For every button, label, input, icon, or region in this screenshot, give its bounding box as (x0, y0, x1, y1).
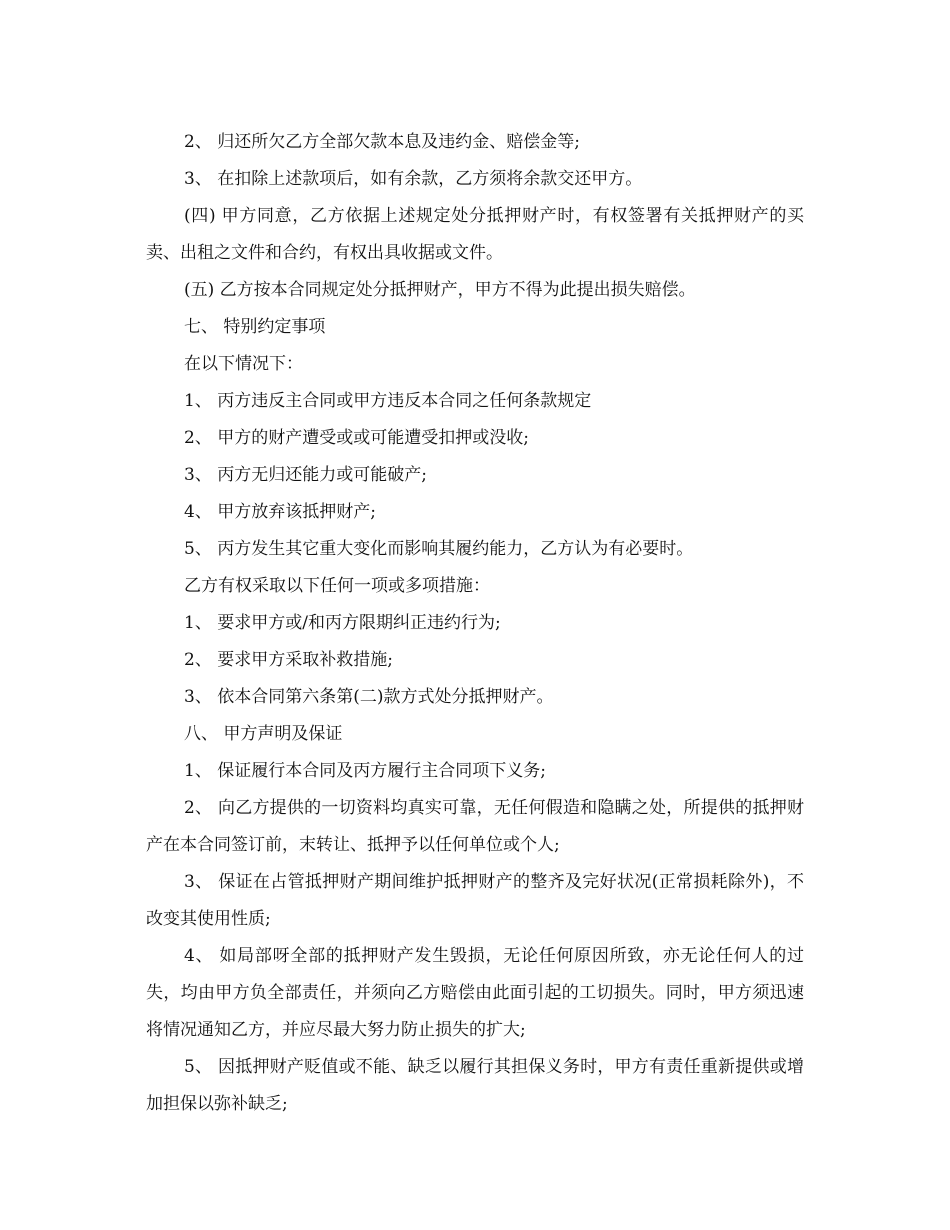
paragraph: (四) 甲方同意，乙方依据上述规定处分抵押财产时，有权签署有关抵押财产的买卖、出租之文件和合约，有权出具收据或文件。 (146, 206, 804, 263)
list-item: 1、 要求甲方或/和丙方限期纠正违约行为; (184, 613, 501, 633)
list-item: 3、 保证在占管抵押财产期间维护抵押财产的整齐及完好状况(正常损耗除外)，不改变其使用性质; (146, 872, 804, 929)
paragraph: 2、 归还所欠乙方全部欠款本息及违约金、赔偿金等; (184, 132, 580, 152)
list-item: 4、 如局部呀全部的抵押财产发生毁损，无论任何原因所致，亦无论任何人的过失，均由甲方负全部责任，并须向乙方赔偿由此面引起的工切损失。同时，甲方须迅速将情况通知乙方，并应尽最大努力防止损失的扩大; (146, 946, 804, 1040)
list-item: 1、 保证履行本合同及丙方履行主合同项下义务; (184, 761, 546, 781)
paragraph: 3、 在扣除上述款项后，如有余款，乙方须将余款交还甲方。 (184, 169, 643, 189)
list-item: 2、 要求甲方采取补救措施; (184, 650, 393, 670)
paragraph: 乙方有权采取以下任何一项或多项措施： (184, 576, 490, 596)
list-item: 2、 甲方的财产遭受或或可能遭受扣押或没收; (184, 428, 529, 448)
list-item: 3、 丙方无归还能力或可能破产; (184, 465, 427, 485)
document-body (146, 124, 804, 1123)
list-item: 2、 向乙方提供的一切资料均真实可靠，无任何假造和隐瞒之处，所提供的抵押财产在本合同签订前，末转让、抵押予以任何单位或个人; (146, 798, 804, 855)
paragraph: 在以下情况下： (184, 354, 303, 374)
list-item: 5、 丙方发生其它重大变化而影响其履约能力，乙方认为有必要时。 (184, 539, 694, 559)
list-item: 3、 依本合同第六条第(二)款方式处分抵押财产。 (184, 687, 554, 707)
section-heading: 七、 特别约定事项 (184, 317, 326, 337)
section-heading: 八、 甲方声明及保证 (184, 724, 343, 744)
list-item: 1、 丙方违反主合同或甲方违反本合同之任何条款规定 (184, 391, 592, 411)
paragraph: (五) 乙方按本合同规定处分抵押财产，甲方不得为此提出损失赔偿。 (184, 280, 696, 300)
list-item: 5、 因抵押财产贬值或不能、缺乏以履行其担保义务时，甲方有责任重新提供或增加担保以弥补缺乏; (146, 1057, 804, 1114)
list-item: 4、 甲方放弃该抵押财产; (184, 502, 376, 522)
